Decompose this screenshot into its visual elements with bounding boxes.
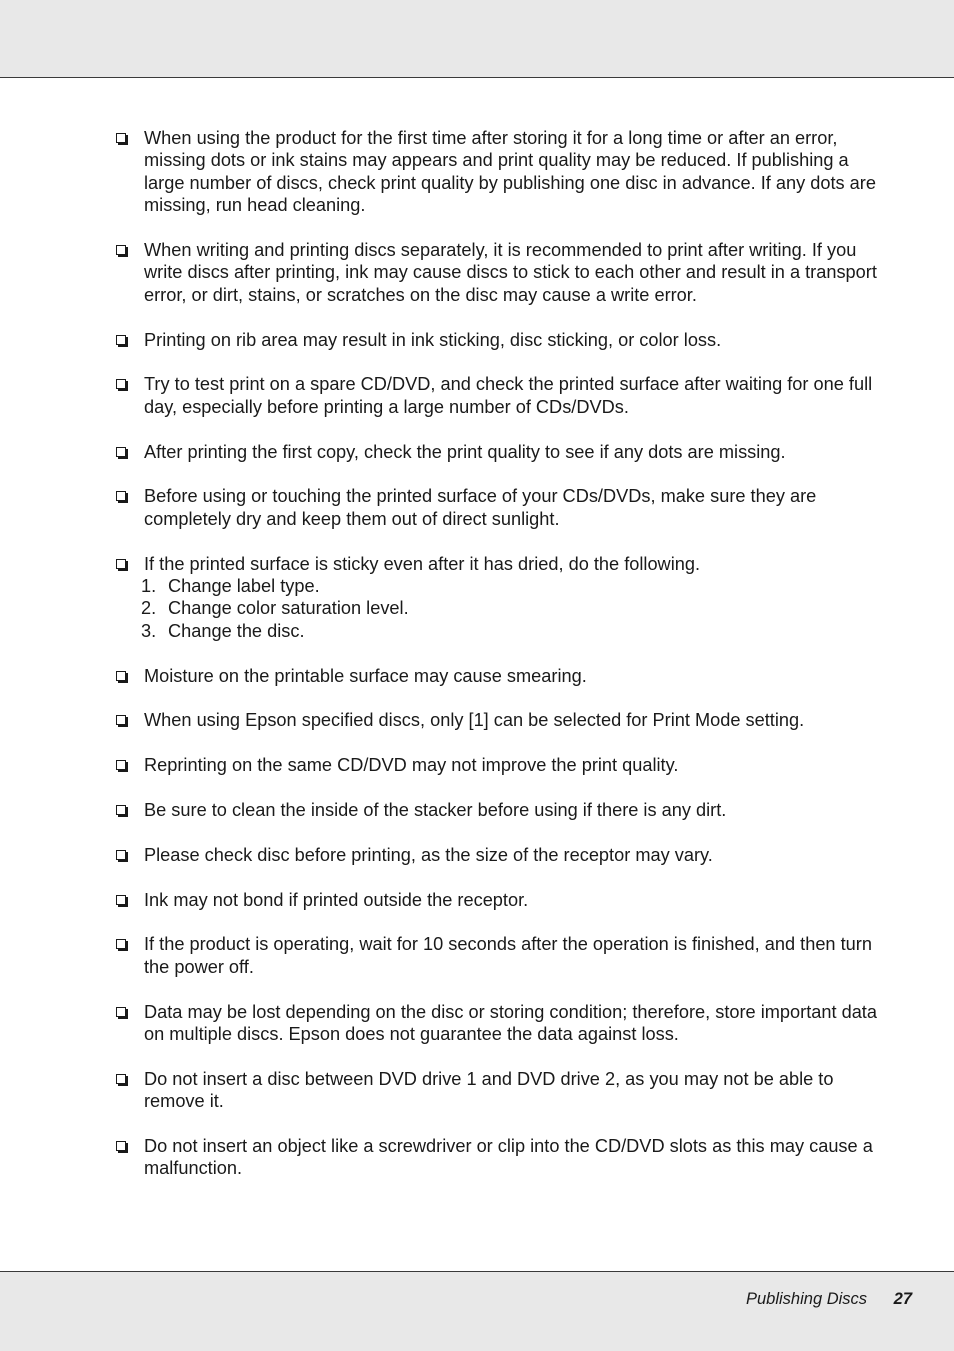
step-item <box>141 620 883 642</box>
list-item-text: Printing on rib area may result in ink sticking, disc sticking, or color loss. <box>144 329 722 350</box>
list-item <box>113 373 883 418</box>
list-item-text: Try to test print on a spare CD/DVD, and check the printed surface after waiting for one full day, especially before printing a large number of CDs/DVDs. <box>144 374 873 417</box>
checkbox-bullet-icon <box>116 1007 126 1017</box>
checkbox-bullet-icon <box>116 335 126 345</box>
list-item <box>113 239 883 306</box>
list-item-text: When using the product for the first time after storing it for a long time or after an error, missing dots or ink stains may appears and print quality may be reduced. If publishing a large number of discs, check print quality by publishing one disc in advance. If any dots are missing, run head cleaning. <box>144 128 876 216</box>
list-item-text: Data may be lost depending on the disc or storing condition; therefore, store important data on multiple discs. Epson does not guarantee the data against loss. <box>144 1001 877 1045</box>
checkbox-bullet-icon <box>116 1141 126 1151</box>
list-item <box>113 1001 883 1046</box>
list-item-text: Do not insert an object like a screwdriver or clip into the CD/DVD slots as this may cause a malfunction. <box>144 1136 873 1179</box>
checkbox-bullet-icon <box>116 133 126 143</box>
list-item-text: Before using or touching the printed surface of your CDs/DVDs, make sure they are completely dry and keep them out of direct sunlight. <box>144 486 817 529</box>
list-item-text: If the product is operating, wait for 10 seconds after the operation is finished, and then turn the power off. <box>144 934 872 977</box>
list-item-text: Please check disc before printing, as the size of the receptor may vary. <box>144 844 713 865</box>
list-item-text: Do not insert a disc between DVD drive 1 and DVD drive 2, as you may not be able to remove it. <box>144 1068 834 1112</box>
step-number: 1. <box>141 576 157 597</box>
page-number: 27 <box>893 1290 912 1308</box>
checkbox-bullet-icon <box>116 447 126 457</box>
numbered-steps <box>141 575 883 642</box>
checkbox-bullet-icon <box>116 491 126 501</box>
list-item-text: Reprinting on the same CD/DVD may not improve the print quality. <box>144 755 679 776</box>
checkbox-bullet-icon <box>116 895 126 905</box>
checkbox-bullet-icon <box>116 939 126 949</box>
list-item <box>113 844 883 866</box>
page-header-band <box>0 0 954 78</box>
checkbox-bullet-icon <box>116 379 126 389</box>
list-item <box>113 665 883 687</box>
list-item <box>113 441 883 463</box>
checkbox-bullet-icon <box>116 805 126 815</box>
list-item <box>113 485 883 530</box>
checkbox-bullet-icon <box>116 671 126 681</box>
list-item <box>113 889 883 911</box>
list-item-text: When writing and printing discs separately, it is recommended to print after writing. If you write discs after printing, ink may cause discs to stick to each other and result in a transport error, or dirt, stains, or scratches on the disc may cause a write error. <box>144 240 877 305</box>
checkbox-bullet-icon <box>116 245 126 255</box>
list-item-text: If the printed surface is sticky even after it has dried, do the following. <box>144 553 701 574</box>
list-item <box>113 329 883 351</box>
list-item <box>113 799 883 821</box>
step-item <box>141 575 883 597</box>
checkbox-bullet-icon <box>116 715 126 725</box>
footer-caption <box>746 1290 912 1309</box>
list-item <box>113 553 883 643</box>
step-number: 2. <box>141 598 157 619</box>
list-item-text: Be sure to clean the inside of the stacker before using if there is any dirt. <box>144 800 727 821</box>
step-text: Change the disc. <box>168 620 305 641</box>
checkbox-bullet-icon <box>116 1074 126 1084</box>
step-item <box>141 597 883 619</box>
notes-list <box>113 127 883 1202</box>
list-item-text: Ink may not bond if printed outside the receptor. <box>144 889 529 910</box>
list-item <box>113 933 883 978</box>
list-item <box>113 127 883 217</box>
list-item <box>113 1135 883 1180</box>
list-item <box>113 1068 883 1113</box>
checkbox-bullet-icon <box>116 760 126 770</box>
list-item-text: Moisture on the printable surface may cause smearing. <box>144 665 587 686</box>
page-footer <box>0 1271 954 1351</box>
checkbox-bullet-icon <box>116 850 126 860</box>
list-item <box>113 754 883 776</box>
checkbox-bullet-icon <box>116 559 126 569</box>
step-text: Change label type. <box>168 576 320 597</box>
step-number: 3. <box>141 620 157 641</box>
list-item <box>113 709 883 731</box>
footer-section-name: Publishing Discs <box>745 1290 868 1308</box>
list-item-text: After printing the first copy, check the print quality to see if any dots are missing. <box>144 441 786 462</box>
step-text: Change color saturation level. <box>168 598 409 619</box>
list-item-text: When using Epson specified discs, only [1] can be selected for Print Mode setting. <box>144 710 805 731</box>
